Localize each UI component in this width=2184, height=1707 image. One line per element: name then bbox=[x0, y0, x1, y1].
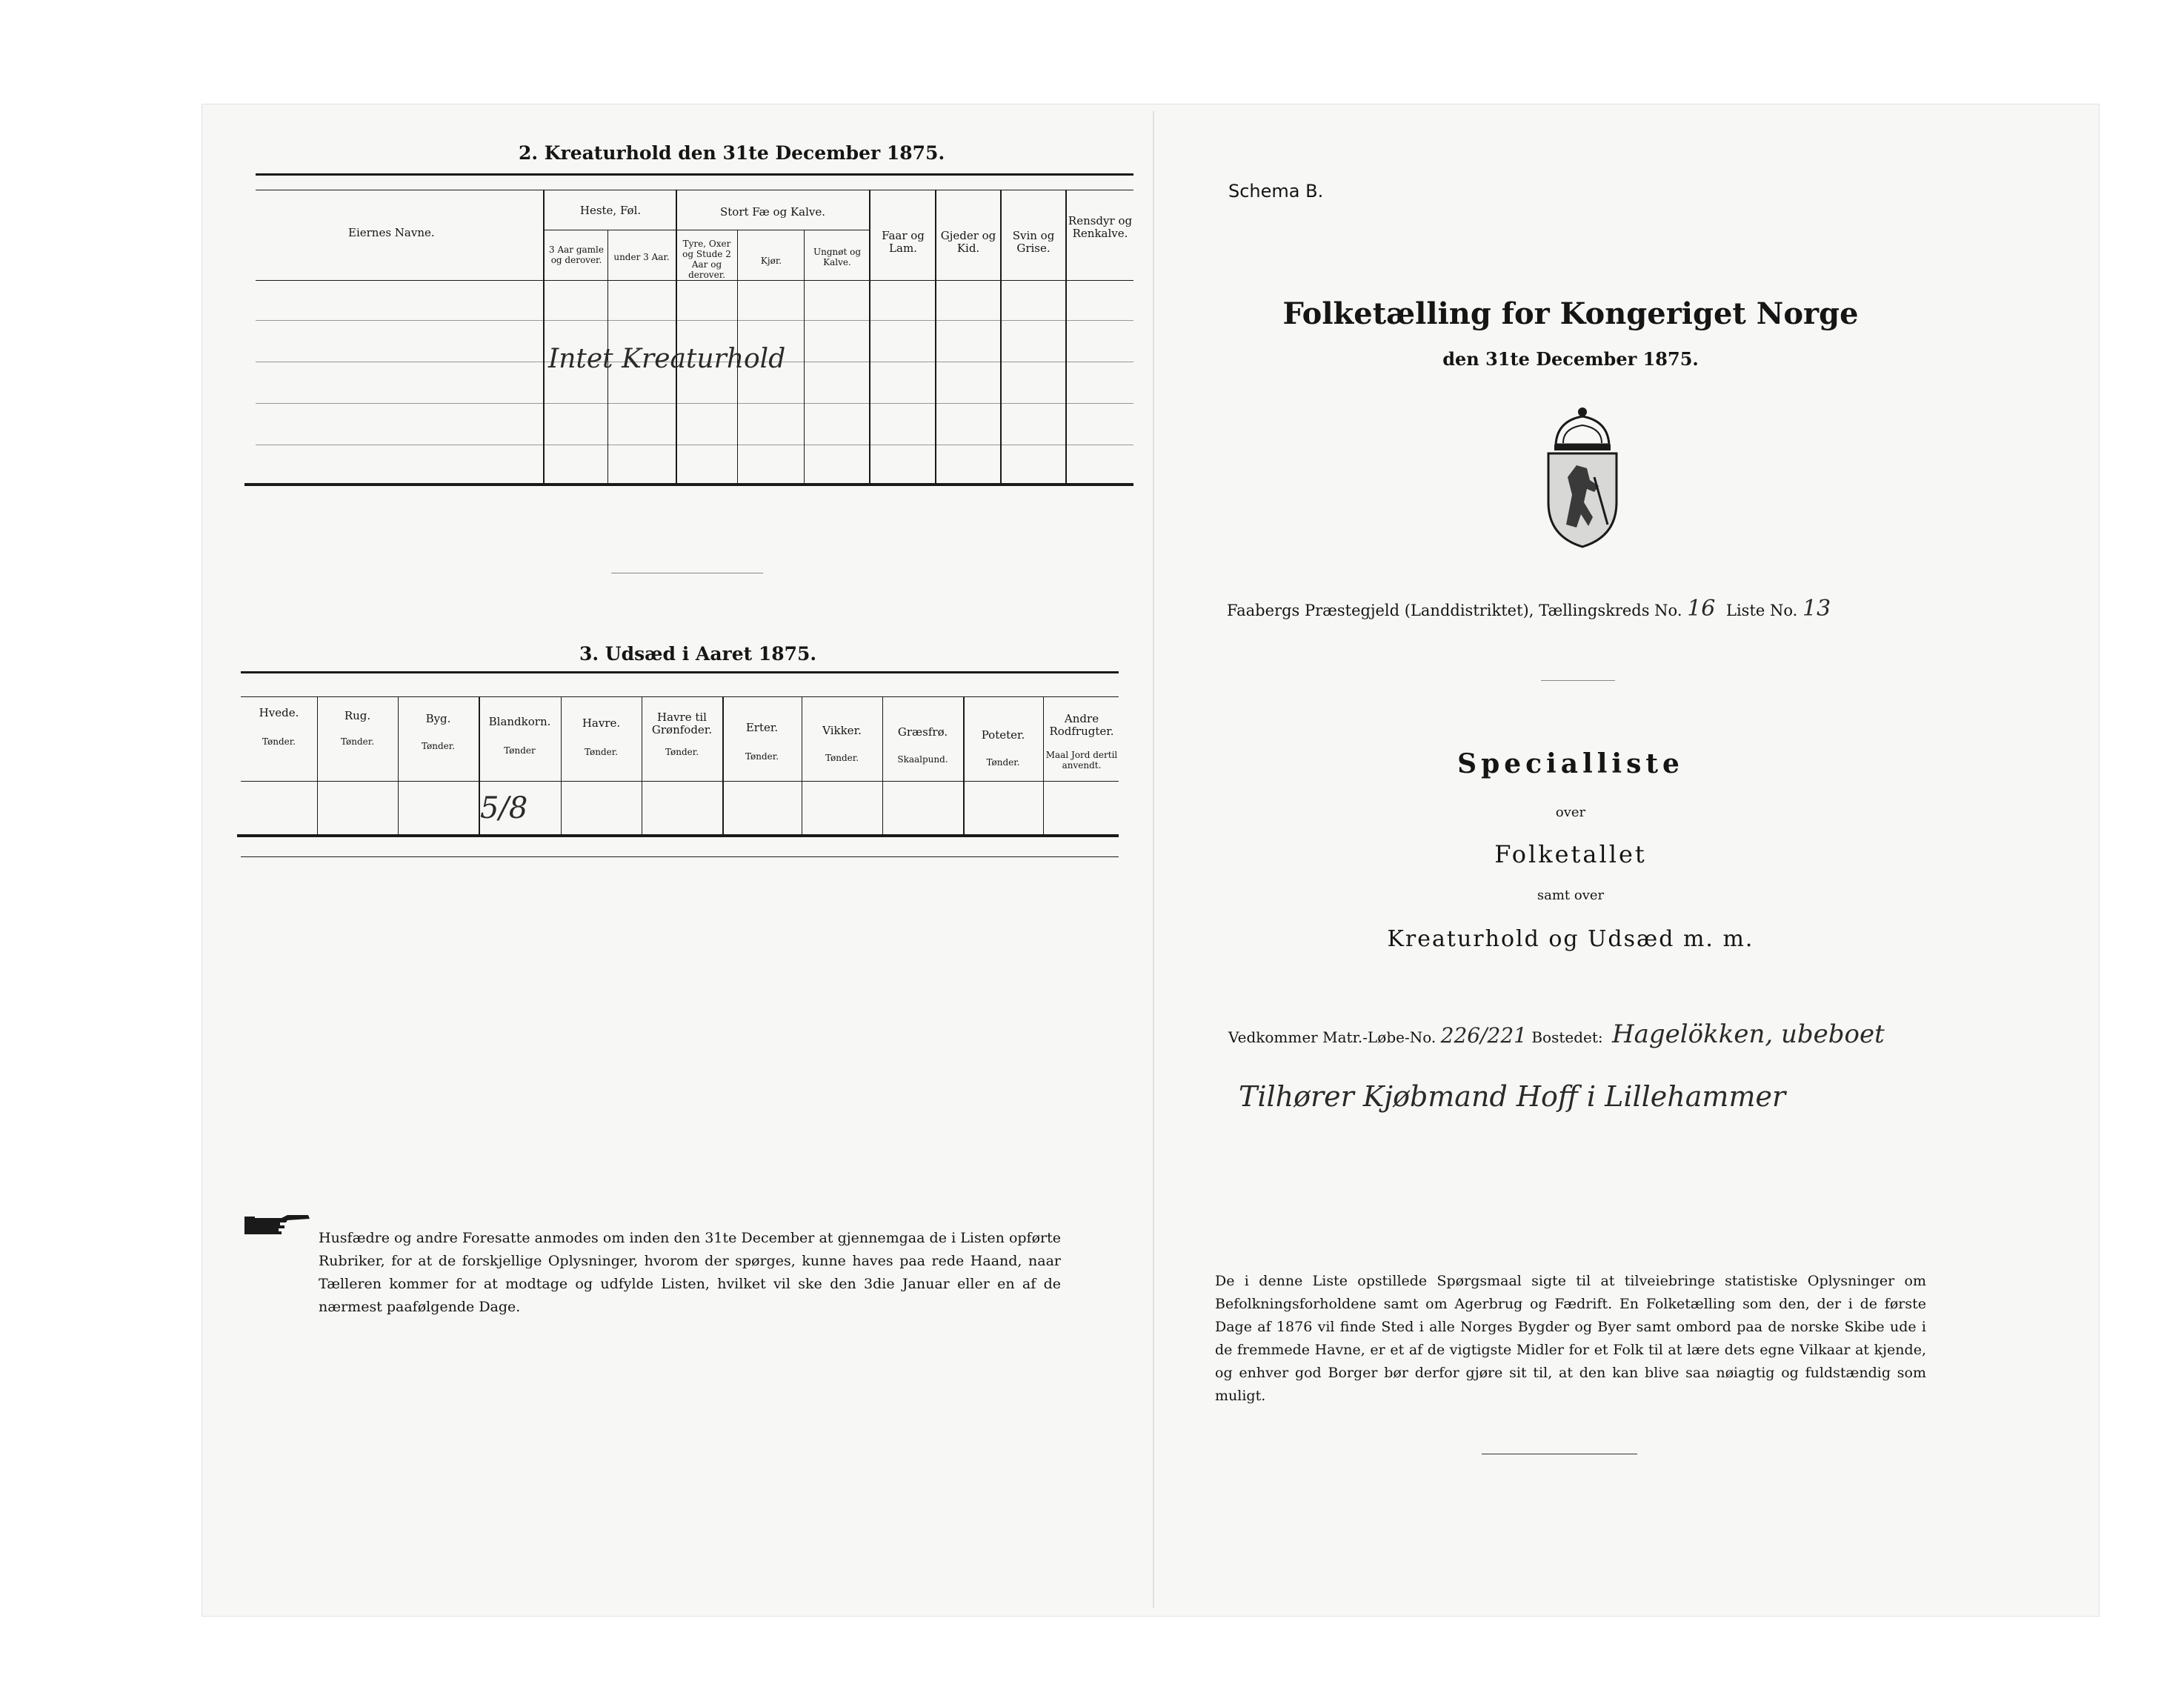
col-heste-sub2: under 3 Aar. bbox=[613, 252, 670, 262]
district-line bbox=[1227, 596, 1715, 622]
page-subtitle: den 31te December 1875. bbox=[1442, 348, 1699, 370]
col-hvede: Hvede. bbox=[259, 706, 299, 719]
col-svin-header: Svin og Grise. bbox=[1012, 229, 1055, 255]
page-fold bbox=[1153, 111, 1154, 1608]
folketallet-text: Folketallet bbox=[1494, 840, 1647, 868]
col-rug-unit: Tønder. bbox=[340, 736, 375, 747]
col-stort-sub2: Kjør. bbox=[760, 256, 782, 266]
col-graesfroe-unit: Skaalpund. bbox=[897, 754, 948, 765]
col-hvede-unit: Tønder. bbox=[262, 736, 296, 747]
col-stort-header: Stort Fæ og Kalve. bbox=[719, 205, 826, 219]
specialliste-title: Specialliste bbox=[1457, 748, 1684, 779]
col-gjeder-header: Gjeder og Kid. bbox=[940, 229, 996, 255]
divider bbox=[1541, 680, 1615, 681]
schema-label: Schema B. bbox=[1228, 181, 1324, 202]
liste-label: Liste No. bbox=[1726, 602, 1798, 619]
col-rensdyr-header: Rensdyr og Renkalve. bbox=[1068, 214, 1133, 240]
col-blandkorn-unit: Tønder bbox=[504, 745, 536, 756]
col-heste-header: Heste, Føl. bbox=[579, 204, 642, 217]
liste-line bbox=[1726, 596, 1831, 622]
col-byg: Byg. bbox=[425, 712, 451, 725]
matr-value: 226/221 bbox=[1440, 1023, 1527, 1048]
section3-title: 3. Udsæd i Aaret 1875. bbox=[579, 643, 817, 665]
district-label: Faabergs Præstegjeld (Landdistriktet), Tællingskreds No. bbox=[1227, 602, 1682, 619]
col-heste-sub1: 3 Aar gamle og derover. bbox=[549, 244, 604, 265]
col-vikker-unit: Tønder. bbox=[825, 753, 859, 763]
matr-line bbox=[1228, 1019, 1885, 1049]
over-text: over bbox=[1555, 805, 1586, 820]
kreaturhold-line: Kreaturhold og Udsæd m. m. bbox=[1387, 926, 1754, 952]
col-poteter: Poteter. bbox=[981, 728, 1025, 742]
col-andre-rodfrugter: Andre Rodfrugter. bbox=[1049, 712, 1114, 738]
col-byg-unit: Tønder. bbox=[421, 741, 456, 751]
col-vikker: Vikker. bbox=[822, 724, 862, 737]
col-havre: Havre. bbox=[582, 716, 621, 730]
footer-paragraph: De i denne Liste opstillede Spørgsmaal sigte til at tilveiebringe statistiske Oplysninger om Befolkningsforholdene samt om Agerbrug og Fædrift. En Folketælling som den, der i de første Dage af 1876 vil finde Sted i alle Norges Bygder og Byer samt ombord paa de norske Skibe ude i de fremmede Havne, er et af de vigtigste Midler for et Folk til at lære dets egne Vilkaar at kjende, og enhver god Borger bør derfor gjøre sit til, at den kan blive saa nøiagtig og fuldstændig som muligt. bbox=[1215, 1273, 1926, 1404]
col-havre-groenfoder: Havre til Grønfoder. bbox=[651, 711, 713, 736]
col-havre-unit: Tønder. bbox=[584, 747, 619, 757]
col-andre-rodfrugter-unit: Maal Jord dertil anvendt. bbox=[1045, 750, 1118, 771]
bosted-label: Bostedet: bbox=[1531, 1028, 1603, 1046]
col-owner-header: Eiernes Navne. bbox=[348, 226, 435, 239]
liste-number: 13 bbox=[1802, 596, 1831, 622]
handwritten-blandkorn: 5/8 bbox=[480, 791, 528, 825]
col-erter-unit: Tønder. bbox=[745, 751, 779, 762]
pointing-hand-icon bbox=[243, 1212, 313, 1237]
col-poteter-unit: Tønder. bbox=[986, 757, 1020, 768]
bosted-value: Hagelökken, ubeboet bbox=[1611, 1019, 1885, 1049]
section2-title: 2. Kreaturhold den 31te December 1875. bbox=[519, 142, 945, 164]
owner-handwritten: Tilhører Kjøbmand Hoff i Lillehammer bbox=[1239, 1080, 1786, 1113]
coat-of-arms-icon bbox=[1541, 406, 1624, 550]
handwritten-livestock-note: Intet Kreaturhold bbox=[548, 344, 786, 374]
col-blandkorn: Blandkorn. bbox=[488, 715, 551, 728]
col-stort-sub1: Tyre, Oxer og Stude 2 Aar og derover. bbox=[682, 239, 731, 280]
col-erter: Erter. bbox=[745, 721, 779, 734]
col-stort-sub3: Ungnøt og Kalve. bbox=[813, 247, 862, 267]
page-title: Folketælling for Kongeriget Norge bbox=[1282, 296, 1859, 331]
col-rug: Rug. bbox=[344, 709, 371, 722]
samt-over-text: samt over bbox=[1537, 888, 1605, 903]
col-havre-groenfoder-unit: Tønder. bbox=[665, 747, 699, 757]
col-graesfroe: Græsfrø. bbox=[897, 725, 948, 739]
col-faar-header: Faar og Lam. bbox=[882, 229, 925, 255]
instruction-note: Husfædre og andre Foresatte anmodes om inden den 31te December at gjennemgaa de i Listen opførte Rubriker, for at de forskjellige Oplysninger, hvorom der spørges, kunne haves paa rede Haand, naar Tælleren kommer for at modtage og udfylde Listen, hvilket vil ske den 3die Januar eller en af de nærmest paafølgende Dage. bbox=[319, 1230, 1061, 1315]
matr-label: Vedkommer Matr.-Løbe-No. bbox=[1228, 1028, 1436, 1046]
kreds-number: 16 bbox=[1687, 596, 1716, 622]
